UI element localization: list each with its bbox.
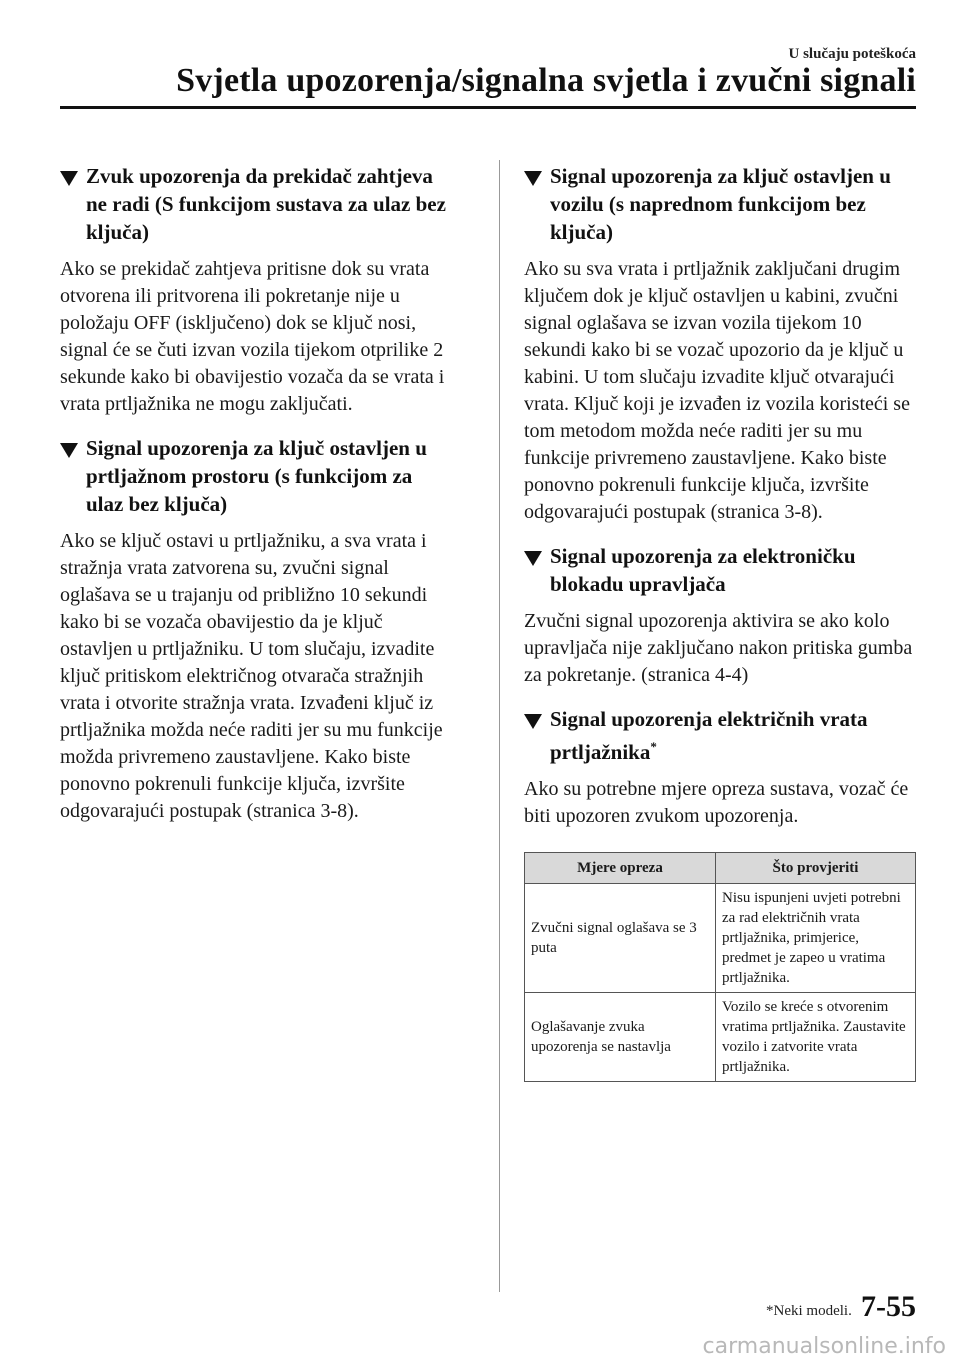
table-cell: Oglašavanje zvuka upozorenja se nastavlja [525, 993, 716, 1082]
section-title: Signal upozorenja za elektroničku blokadu upravljača [550, 544, 856, 596]
section-heading [524, 162, 916, 246]
asterisk-mark: * [650, 739, 657, 754]
section-heading [60, 434, 452, 518]
page-title: Svjetla upozorenja/signalna svjetla i zvučni signali [176, 62, 916, 99]
triangle-bullet-icon [60, 443, 78, 458]
section-title: Signal upozorenja za ključ ostavljen u prtljažnom prostoru (s funkcijom za ulaz bez ključa) [86, 436, 427, 516]
table-cell: Zvučni signal oglašava se 3 puta [525, 884, 716, 993]
section-heading [60, 162, 452, 246]
section-body: Zvučni signal upozorenja aktivira se ako kolo upravljača nije zaključano nakon pritiska gumba za pokretanje. (stranica 4-4) [524, 610, 913, 686]
right-column [524, 162, 916, 1098]
section-power-liftgate-warning [524, 705, 916, 1082]
table-row [525, 993, 916, 1082]
section-body: Ako se ključ ostavi u prtljažniku, a sva vrata i stražnja vrata zatvorena su, zvučni signal oglašava se u trajanju od približno 10 sekundi kako bi se vozača obavijestio da je ključ ostavljen u prtljažniku. U tom slučaju, izvadite ključ pritiskom električnog otvarača stražnjih vrata i otvorite stražnja vrata. Izvađeni ključ iz prtljažnika možda neće raditi jer su mu funkcije možda privremeno zaustavljene. Kako biste ponovno pokrenuli funkcije ključa, izvršite odgovarajući postupak (stranica 3-8). [60, 530, 443, 822]
table-cell: Vozilo se kreće s otvorenim vratima prtljažnika. Zaustavite vozilo i zatvorite vrata prtljažnika. [716, 993, 916, 1082]
table-header-cell: Što provjeriti [716, 853, 916, 884]
section-title [550, 705, 916, 766]
column-divider [499, 160, 500, 1292]
watermark: carmanualsonline.info [702, 1334, 946, 1359]
section-body: Ako su sva vrata i prtljažnik zaključani drugim ključem dok je ključ ostavljen u kabini, zvučni signal oglašava se izvan vozila tijekom 10 sekundi kako bi se vozač upozorio da je ključ u kabini. U tom slučaju izvadite ključ otvarajući vrata. Ključ koji je izvađen iz vozila koristeći se tom metodom možda neće raditi jer su mu funkcije privremeno zaustavljene. Kako biste ponovno pokrenuli funkcije ključa, izvršite odgovarajući postupak (stranica 3-8). [524, 258, 910, 523]
precautions-table [524, 852, 916, 1082]
section-body: Ako su potrebne mjere opreza sustava, vozač će biti upozoren zvukom upozorenja. [524, 778, 909, 827]
triangle-bullet-icon [60, 171, 78, 186]
section-key-in-trunk-warning [60, 434, 452, 825]
table-header-row [525, 853, 916, 884]
section-heading [524, 542, 916, 598]
section-steering-lock-warning [524, 542, 916, 689]
chapter-label: U slučaju poteškoća [788, 46, 916, 62]
header-rule [60, 106, 916, 109]
triangle-bullet-icon [524, 171, 542, 186]
section-title: Signal upozorenja za ključ ostavljen u vozilu (s naprednom funkcijom bez ključa) [550, 164, 891, 244]
table-cell: Nisu ispunjeni uvjeti potrebni za rad električnih vrata prtljažnika, primjerice, predmet je zapeo u vratima prtljažnika. [716, 884, 916, 993]
page-number: 7-55 [861, 1290, 916, 1323]
section-body: Ako se prekidač zahtjeva pritisne dok su vrata otvorena ili pritvorena ili pokretanje nije u položaju OFF (isključeno) dok se ključ nosi, signal će se čuti izvan vozila tijekom otprilike 2 sekunde kako bi obavijestio vozača da se vrata i vrata prtljažnika ne mogu zaključati. [60, 258, 445, 415]
section-key-in-vehicle-warning [524, 162, 916, 526]
section-request-switch-warning [60, 162, 452, 418]
left-column [60, 162, 452, 841]
footnote: *Neki modeli. [766, 1303, 852, 1319]
triangle-bullet-icon [524, 714, 542, 729]
table-row [525, 884, 916, 993]
triangle-bullet-icon [524, 551, 542, 566]
section-title: Zvuk upozorenja da prekidač zahtjeva ne radi (S funkcijom sustava za ulaz bez ključa) [86, 164, 446, 244]
table-header-cell: Mjere opreza [525, 853, 716, 884]
section-title-text: Signal upozorenja električnih vrata prtljažnika [550, 707, 868, 764]
section-heading [524, 705, 916, 766]
